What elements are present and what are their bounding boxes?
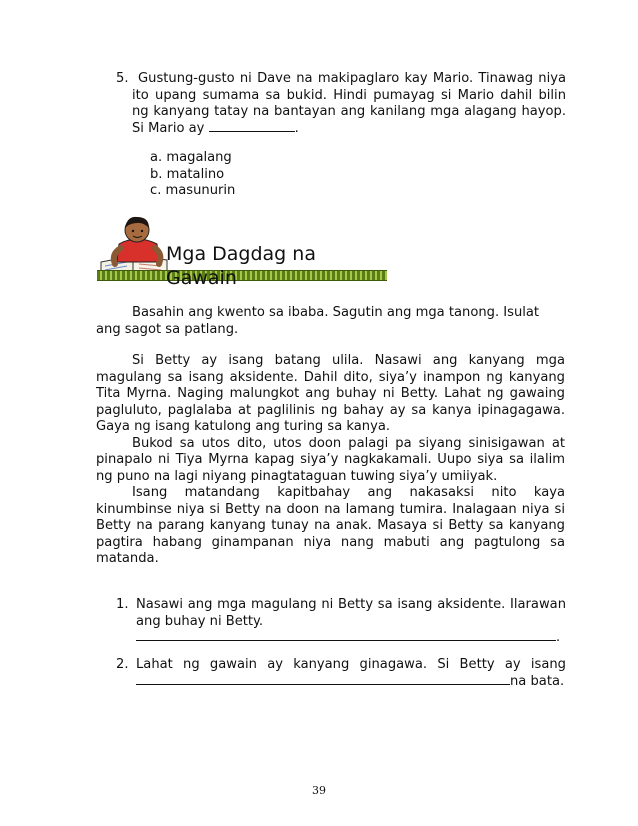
choice-c[interactable]: c. masunurin <box>150 183 236 198</box>
instructions-line-2: ang sagot sa patlang. <box>96 321 239 337</box>
question-1-number: 1. <box>116 597 129 612</box>
instructions-line-1: Basahin ang kwento sa ibaba. Sagutin ang mga tanong. Isulat <box>132 305 540 320</box>
question-5-line-1: 5. Gustung-gusto ni Dave na makipaglaro kay Mario. Tinawag niya <box>116 71 566 86</box>
instructions <box>96 305 565 338</box>
question-5-line-2: ito upang sumama sa bukid. Hindi pumayag si Mario dahil bilin <box>132 87 566 103</box>
question-5-line-4: Si Mario ay . <box>132 120 299 136</box>
choice-a[interactable]: a. magalang <box>150 150 232 165</box>
choice-list <box>150 150 235 200</box>
question-5 <box>116 71 566 137</box>
story-line: matanda. <box>96 551 159 566</box>
story-line: magulang sa isang aksidente. Dahil dito, siya’y inampon ng kanyang <box>96 369 565 385</box>
question-5-number: 5. <box>116 71 129 86</box>
question-1 <box>116 597 566 647</box>
story-line: ng puno na lagi niyang pinagtataguan tuwing siya’y umiiyak. <box>96 468 498 484</box>
story-line: Bukod sa utos dito, utos doon palagi pa siyang sinisigawan at <box>132 435 565 451</box>
story-line: pagtira habang ginampanan niya nang mabuti ang pagtulong sa <box>96 534 565 550</box>
story-line: Tita Myrna. Naging malungkot ang buhay ni Betty. Lahat ng gawaing <box>96 386 565 401</box>
section-title: Mga Dagdag na Gawain <box>166 243 316 289</box>
page-number: 39 <box>312 784 326 797</box>
story-line: Gaya ng isang katulong ang turing sa kanya. <box>96 419 391 434</box>
story-line: pagluluto, paglalaba at paglilinis ng bahay ay sa kanya ipinagagawa. <box>96 402 565 418</box>
question-2 <box>116 657 566 690</box>
story-line: Isang matandang kapitbahay ang nakasaksi nito kaya <box>132 485 565 500</box>
story-line: kinumbinse niya si Betty na doon na lamang tumira. Inalagaan niya si <box>96 501 565 517</box>
question-1-line-2: ang buhay ni Betty. <box>136 613 264 629</box>
choice-b[interactable]: b. matalino <box>150 166 225 182</box>
story-text <box>96 353 565 568</box>
question-1-text: Nasawi ang mga magulang ni Betty sa isang aksidente. Ilarawan <box>136 597 566 612</box>
story-line: Si Betty ay isang batang ulila. Nasawi ang kanyang mga <box>132 353 565 368</box>
answer-blank[interactable] <box>136 640 556 641</box>
question-2-text: Lahat ng gawain ay kanyang ginagawa. Si Betty ay isang <box>136 657 566 672</box>
question-5-line-3: ng kanyang tatay na bantayan ang kanilang mga alagang hayop. <box>132 104 566 119</box>
answer-blank[interactable] <box>136 684 510 685</box>
question-1-answer: . <box>116 630 566 647</box>
answer-blank[interactable] <box>209 131 295 132</box>
story-line: Betty na parang kanyang tunay na anak. Masaya si Betty sa kanyang <box>96 518 565 533</box>
section-header <box>97 214 392 290</box>
question-2-number: 2. <box>116 657 129 672</box>
question-2-answer: na bata. <box>116 674 566 691</box>
story-line: pinapalo ni Tiya Myrna kapag siya’y nagkakamali. Uupo siya sa ilalim <box>96 452 565 467</box>
